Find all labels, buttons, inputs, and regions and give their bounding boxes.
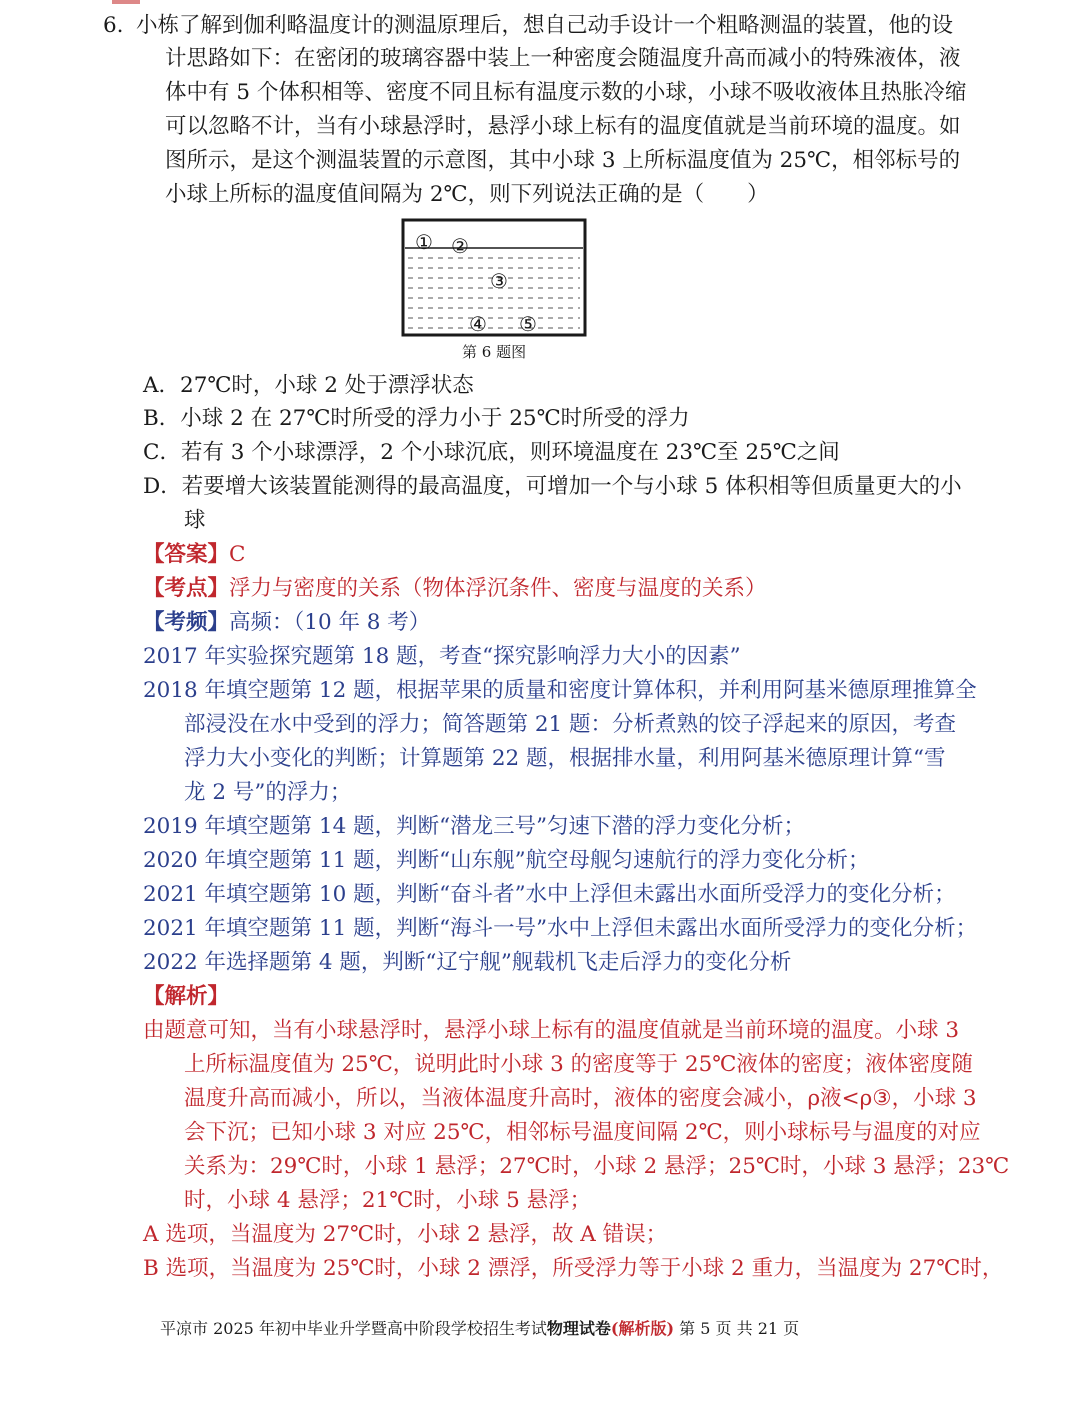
- answer-row: [143, 541, 245, 569]
- ball-3: ③: [490, 269, 508, 293]
- top-edge-mark: [112, 0, 140, 4]
- kaopin-line: 龙 2 号”的浮力；: [184, 780, 352, 805]
- kaopin-line: 2019 年填空题第 14 题，判断“潜龙三号”匀速下潜的浮力变化分析；: [143, 814, 806, 839]
- jiexi-line: 温度升高而减小，所以，当液体温度升高时，液体的密度会减小，ρ液<ρ③，小球 3: [184, 1086, 977, 1111]
- page-footer: [160, 1319, 799, 1339]
- jiexi-label: 【解析】: [143, 984, 230, 1009]
- kaodian-row: [143, 575, 767, 603]
- kaopin-line: 部浸没在水中受到的浮力；简答题第 21 题：分析煮熟的饺子浮起来的原因，考查: [184, 712, 957, 737]
- kaopin-line: 2017 年实验探究题第 18 题，考查“探究影响浮力大小的因素”: [143, 644, 741, 669]
- question-stem-line: 小球上所标的温度值间隔为 2℃，则下列说法正确的是（ ）: [165, 182, 769, 207]
- thermometer-figure: [400, 218, 590, 340]
- kaopin-label: 【考频】: [143, 610, 230, 635]
- kaopin-value: 高频：（10 年 8 考）: [229, 610, 431, 635]
- kaopin-line: 2018 年填空题第 12 题，根据苹果的质量和密度计算体积，并利用阿基米德原理推算全: [143, 678, 977, 703]
- option-b: B．小球 2 在 27℃时所受的浮力小于 25℃时所受的浮力: [143, 406, 690, 431]
- jiexi-line: A 选项，当温度为 27℃时，小球 2 悬浮，故 A 错误；: [143, 1222, 668, 1247]
- jiexi-line: 由题意可知，当有小球悬浮时，悬浮小球上标有的温度值就是当前环境的温度。小球 3: [143, 1018, 960, 1043]
- footer-prefix: 平凉市 2025 年初中毕业升学暨高中阶段学校招生考试: [160, 1319, 547, 1338]
- question-stem-line: 计思路如下：在密闭的玻璃容器中装上一种密度会随温度升高而减小的特殊液体，液: [165, 46, 961, 71]
- question-stem-line: 图所示，是这个测温装置的示意图，其中小球 3 上所标温度值为 25℃，相邻标号的: [165, 148, 961, 173]
- option-a: A．27℃时，小球 2 处于漂浮状态: [143, 373, 474, 398]
- kaopin-line: 2022 年选择题第 4 题，判断“辽宁舰”舰载机飞走后浮力的变化分析: [143, 950, 792, 975]
- answer-value: C: [229, 542, 246, 567]
- question-stem-line: 体中有 5 个体积相等、密度不同且标有温度示数的小球，小球不吸收液体且热胀冷缩: [165, 80, 967, 105]
- kaopin-line: 2021 年填空题第 10 题，判断“奋斗者”水中上浮但未露出水面所受浮力的变化分析；: [143, 882, 956, 907]
- kaopin-row: [143, 609, 430, 637]
- jiexi-line: 关系为：29℃时，小球 1 悬浮；27℃时，小球 2 悬浮；25℃时，小球 3 悬浮；23℃: [184, 1154, 1010, 1179]
- footer-edition: (解析版): [610, 1319, 675, 1338]
- figure-caption: 第 6 题图: [462, 343, 527, 361]
- question-stem-line: 小栋了解到伽利略温度计的测温原理后，想自己动手设计一个粗略测温的装置，他的设: [136, 13, 954, 38]
- option-d: D．若要增大该装置能测得的最高温度，可增加一个与小球 5 体积相等但质量更大的小: [143, 474, 962, 499]
- jiexi-line: 上所标温度值为 25℃，说明此时小球 3 的密度等于 25℃液体的密度；液体密度随: [184, 1052, 973, 1077]
- ball-2: ②: [451, 234, 469, 258]
- ball-4: ④: [469, 312, 487, 336]
- option-c: C．若有 3 个小球漂浮，2 个小球沉底，则环境温度在 23℃至 25℃之间: [143, 440, 840, 465]
- kaopin-line: 2020 年填空题第 11 题，判断“山东舰”航空母舰匀速航行的浮力变化分析；: [143, 848, 870, 873]
- jiexi-line: 会下沉；已知小球 3 对应 25℃，相邻标号温度间隔 2℃，则小球标号与温度的对应: [184, 1120, 981, 1145]
- footer-subject: 物理试卷: [546, 1319, 611, 1338]
- jiexi-line: B 选项，当温度为 25℃时，小球 2 漂浮，所受浮力等于小球 2 重力，当温度为 27℃时，: [143, 1256, 1004, 1281]
- footer-page: 第 5 页 共 21 页: [679, 1319, 800, 1338]
- jiexi-line: 时，小球 4 悬浮；21℃时，小球 5 悬浮；: [184, 1188, 592, 1213]
- question-stem-line: 可以忽略不计，当有小球悬浮时，悬浮小球上标有的温度值就是当前环境的温度。如: [165, 114, 961, 139]
- option-d-continued: 球: [184, 508, 206, 533]
- answer-label: 【答案】: [143, 542, 230, 567]
- kaodian-value: 浮力与密度的关系（物体浮沉条件、密度与温度的关系）: [229, 576, 767, 601]
- kaopin-line: 浮力大小变化的判断；计算题第 22 题，根据排水量，利用阿基米德原理计算“雪: [184, 746, 946, 771]
- ball-1: ①: [415, 230, 433, 254]
- kaodian-label: 【考点】: [143, 576, 230, 601]
- ball-5: ⑤: [519, 312, 537, 336]
- kaopin-line: 2021 年填空题第 11 题，判断“海斗一号”水中上浮但未露出水面所受浮力的变化分析；: [143, 916, 978, 941]
- question-number: 6.: [103, 13, 124, 38]
